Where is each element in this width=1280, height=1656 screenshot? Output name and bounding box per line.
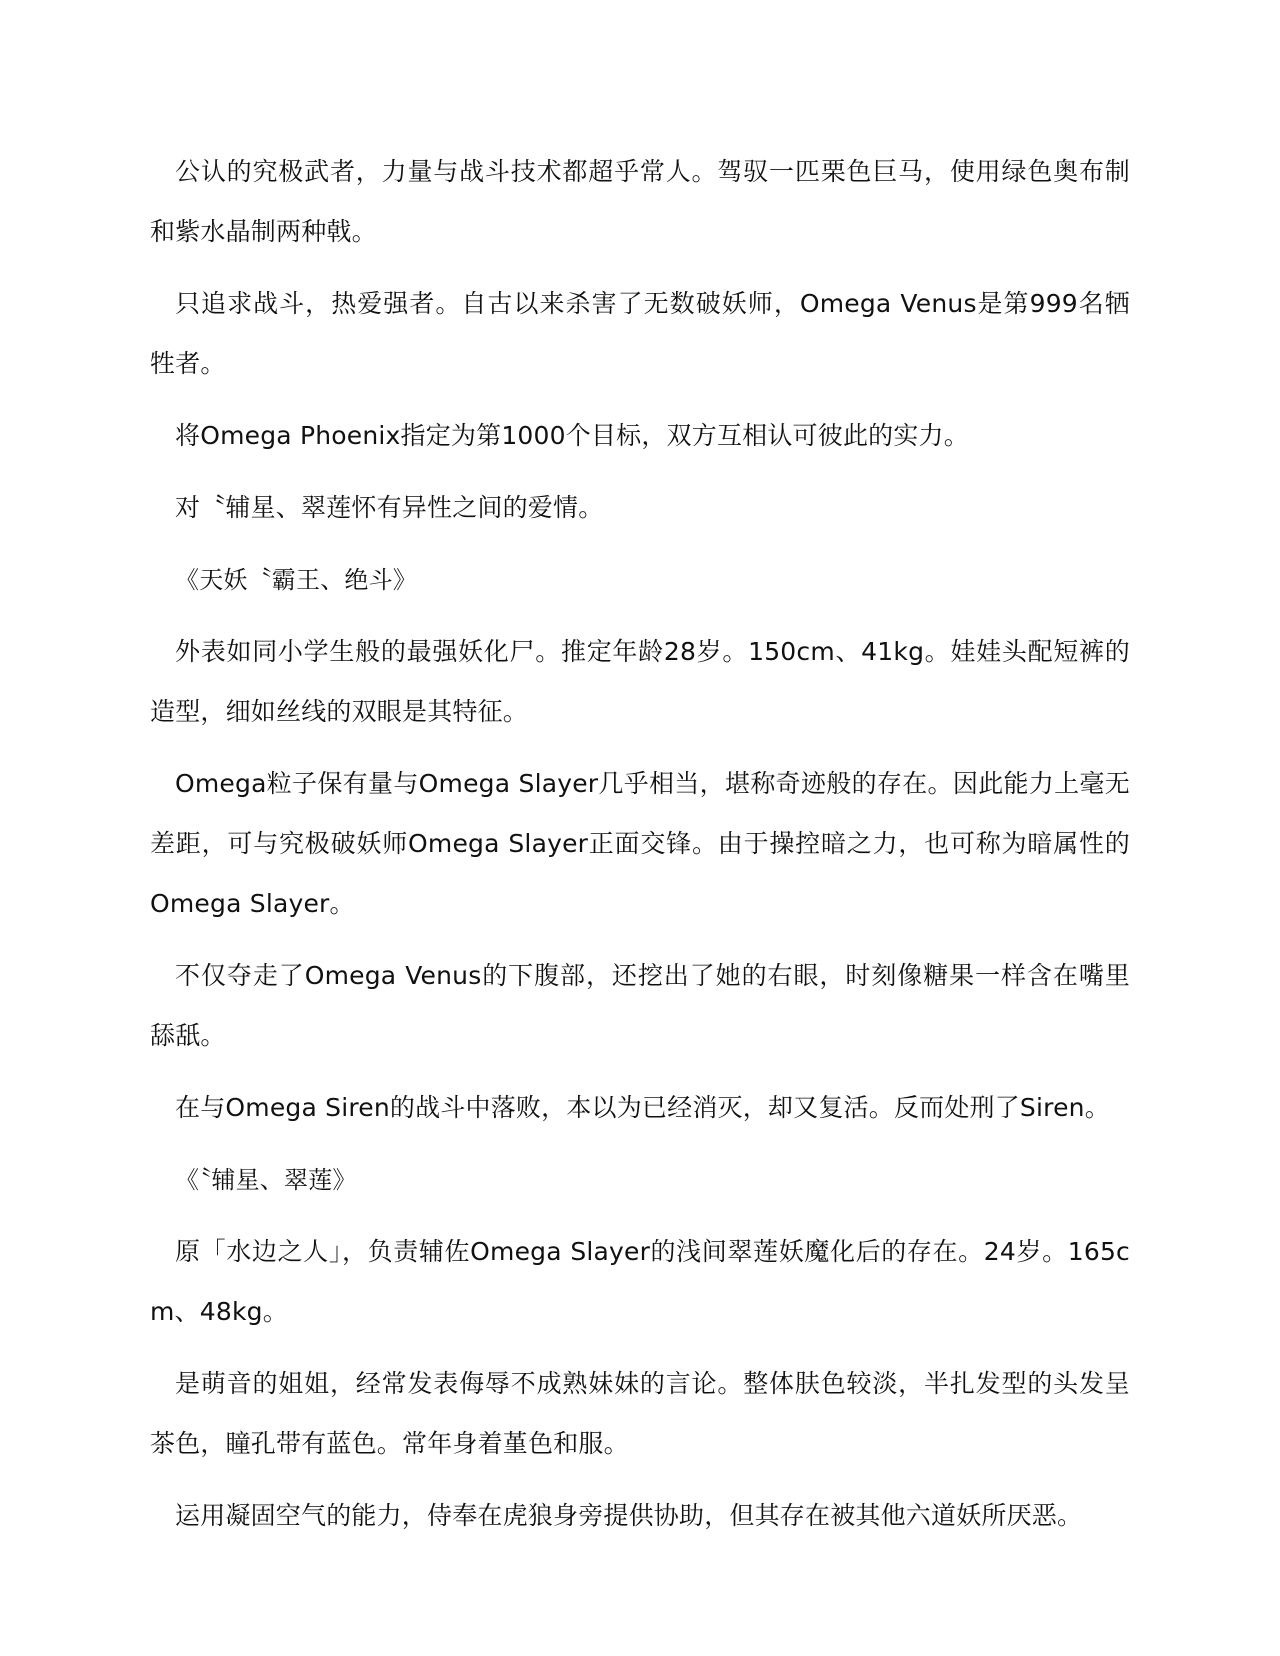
paragraph-4: 对〝辅星、翠莲怀有异性之间的爱情。 (175, 493, 604, 522)
paragraph-7: 不仅夺走了Omega Venus的下腹部，还挖出了她的右眼，时刻像糖果一样含在嘴里舔舐。 (150, 961, 1130, 1050)
paragraph-9: 原「水边之人」，负责辅佐Omega Slayer的浅间翠莲妖魔化后的存在。24岁。165cm、48kg。 (150, 1237, 1130, 1326)
paragraph-3: 将Omega Phoenix指定为第1000个目标，双方互相认可彼此的实力。 (175, 421, 969, 450)
paragraph-11: 运用凝固空气的能力，侍奉在虎狼身旁提供协助，但其存在被其他六道妖所厌恶。 (175, 1501, 1083, 1530)
paragraph-10: 是萌音的姐姐，经常发表侮辱不成熟妹妹的言论。整体肤色较淡，半扎发型的头发呈茶色，瞳孔带有蓝色。常年身着堇色和服。 (150, 1369, 1130, 1458)
paragraph-2: 只追求战斗，热爱强者。自古以来杀害了无数破妖师，Omega Venus是第999名牺牲者。 (150, 289, 1130, 378)
paragraph-1: 公认的究极武者，力量与战斗技术都超乎常人。驾驭一匹栗色巨马，使用绿色奥布制和紫水晶制两种戟。 (150, 157, 1130, 246)
document-body (150, 142, 1130, 1558)
paragraph-6: Omega粒子保有量与Omega Slayer几乎相当，堪称奇迹般的存在。因此能力上毫无差距，可与究极破妖师Omega Slayer正面交锋。由于操控暗之力，也可称为暗属性的Omega Slayer。 (150, 769, 1130, 918)
section-heading-fuxing-cuilian: 《〝辅星、翠莲》 (175, 1166, 357, 1194)
paragraph-8: 在与Omega Siren的战斗中落败，本以为已经消灭，却又复活。反而处刑了Siren。 (175, 1093, 1110, 1122)
section-heading-tianyao-bawang: 《天妖〝霸王、绝斗》 (175, 566, 417, 594)
paragraph-5: 外表如同小学生般的最强妖化尸。推定年龄28岁。150cm、41kg。娃娃头配短裤的造型，细如丝线的双眼是其特征。 (150, 637, 1130, 726)
